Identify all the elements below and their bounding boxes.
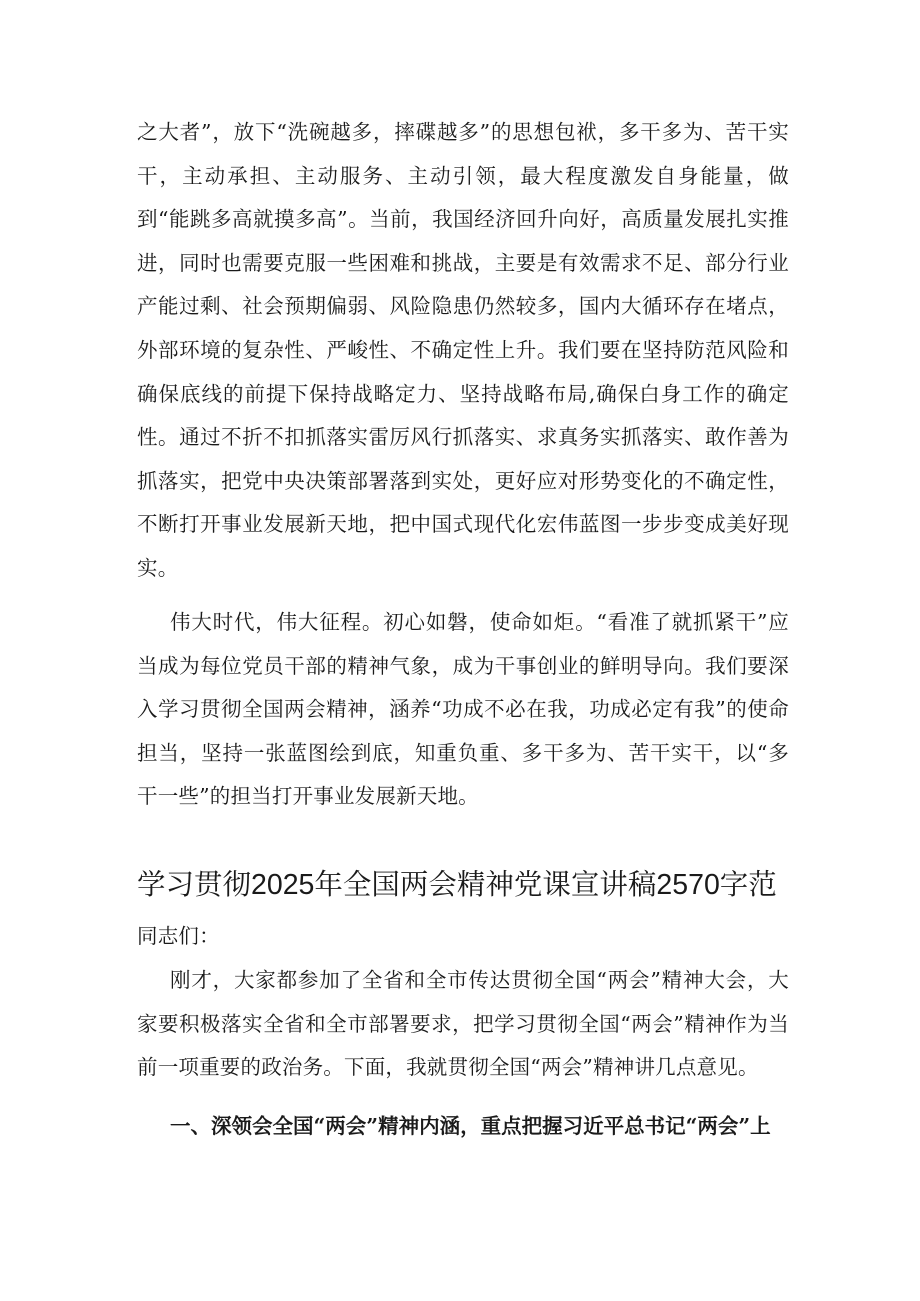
body-paragraph: 之大者”，放下“洗碗越多，摔碟越多”的思想包袱，多干多为、苦干实干，主动承担、主动服务、主动引领，最大程度激发自身能量，做到“能跳多高就摸多高”。当前，我国经济回升向好，高质量发展扎实推进，同时也需要克服一些困难和挑战，主要是有效需求不足、部分行业产能过剩、社会预期偏弱、风险隐患仍然较多，国内大循环存在堵点，外部环境的复杂性、严峻性、不确定性上升。我们要在坚持防范风险和确保底线的前提下保持战略定力、坚持战略布局,确保白身工作的确定性。通过不折不扣抓落实雷厉风行抓落实、求真务实抓落实、敢作善为抓落实，把党中央决策部署落到实处，更好应对形势变化的不确定性，不断打开事业发展新天地，把中国式现代化宏伟蓝图一步步变成美好现实。 [137,120,789,580]
section-heading: 一、深领会全国“两会”精神内涵，重点把握习近平总书记“两会”上 [170,1114,771,1138]
document-title: 学习贯彻2025年全国两会精神党课宣讲稿2570字范 [137,869,777,901]
body-paragraph: 伟大时代，伟大征程。初心如磐，使命如炬。“看准了就抓紧干”应当成为每位党员干部的精神气象，成为干事创业的鲜明导向。我们要深入学习贯彻全国两会精神，涵养“功成不必在我，功成必定有我”的使命担当，坚持一张蓝图绘到底，知重负重、多干多为、苦干实干，以“多干一些”的担当打开事业发展新天地。 [137,610,789,809]
salutation: 同志们： [137,924,220,948]
body-paragraph: 刚才，大家都参加了全省和全市传达贯彻全国“两会”精神大会，大家要积极落实全省和全市部署要求，把学习贯彻全国“两会”精神作为当前一项重要的政治务。下面，我就贯彻全国“两会”精神讲几点意见。 [137,968,789,1080]
